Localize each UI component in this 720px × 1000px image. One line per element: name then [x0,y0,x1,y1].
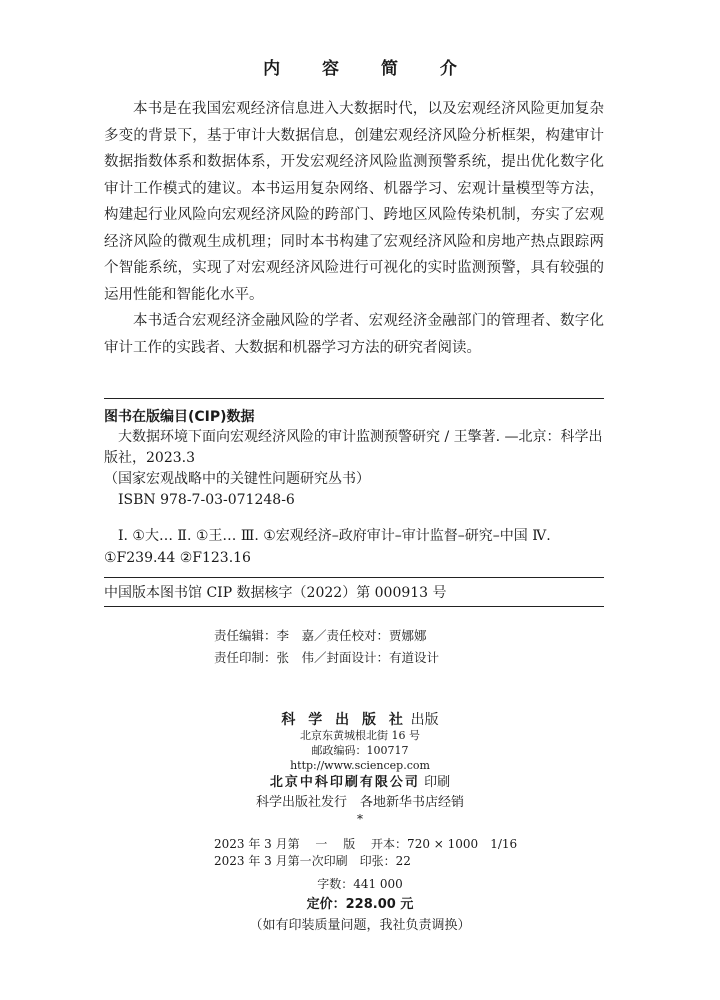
separator-star: * [357,812,363,826]
printer-name: 北京中科印刷有限公司 [269,775,420,790]
quality-notice: （如有印装质量问题，我社负责调换） [249,918,471,933]
cip-series: （国家宏观战略中的关键性问题研究丛书） [104,471,370,487]
price: 定价：228.00 元 [306,897,414,912]
cip-body [104,427,604,569]
publisher-url: http://www.sciencep.com [290,759,430,772]
edition-specs [214,836,614,870]
editorial-credits [214,625,614,669]
editor-line-1: 责任编辑：李 嘉／责任校对：贾娜娜 [214,628,427,643]
intro-paragraph-2: 本书适合宏观经济金融风险的学者、宏观经济金融部门的管理者、数字化审计工作的实践者、大数据和机器学习方法的研究者阅读。 [104,313,604,356]
printer-line [0,773,720,793]
publisher-info [0,712,720,825]
distribution-line: 科学出版社发行 各地新华书店经销 [255,795,464,810]
printing-line: 2023 年 3 月第一次印刷 印张：22 [214,854,411,868]
publisher-line [0,712,720,728]
cip-subjects: Ⅰ. ①大… Ⅱ. ①王… Ⅲ. ①宏观经济–政府审计–审计监督–研究–中国 Ⅳ. ①F239.44 ②F123.16 [104,528,551,566]
cip-entry: 大数据环境下面向宏观经济风险的审计监测预警研究 / 王擎著. —北京：科学出版社，2023.3 [104,429,603,466]
publisher-address: 北京东黄城根北街 16 号 [300,729,420,742]
cip-isbn: ISBN 978-7-03-071248-6 [118,492,295,508]
book-introduction [104,96,604,361]
publisher-suffix: 出版 [410,712,439,728]
publisher-postcode: 邮政编码：100717 [311,744,409,757]
editor-line-2: 责任印制：张 伟／封面设计：有道设计 [214,650,440,665]
cip-data-block [104,398,604,607]
cip-number: 中国版本图书馆 CIP 数据核字（2022）第 000913 号 [104,577,604,606]
page-title: 内 容 简 介 [263,59,475,79]
printer-suffix: 印刷 [424,775,451,790]
intro-paragraph-1: 本书是在我国宏观经济信息进入大数据时代，以及宏观经济风险更加复杂多变的背景下，基于审计大数据信息，创建宏观经济风险分析框架，构建审计数据指数体系和数据体系，开发宏观经济风险监测预警系统，提出优化数字化审计工作模式的建议。本书运用复杂网络、机器学习、宏观计量模型等方法，构建起行业风险向宏观经济风险的跨部门、跨地区风险传染机制，夯实了宏观经济风险的微观生成机理；同时本书构建了宏观经济风险和房地产热点跟踪两个智能系统，实现了对宏观经济风险进行可视化的实时监测预警，具有较强的运用性能和智能化水平。 [104,101,604,303]
cip-header: 图书在版编目(CIP)数据 [104,409,255,425]
edition-line: 2023 年 3 月第 一 版 开本：720 × 1000 1/16 [214,837,518,851]
publisher-name: 科 学 出 版 社 [281,712,407,728]
word-count: 字数：441 000 [317,877,403,891]
